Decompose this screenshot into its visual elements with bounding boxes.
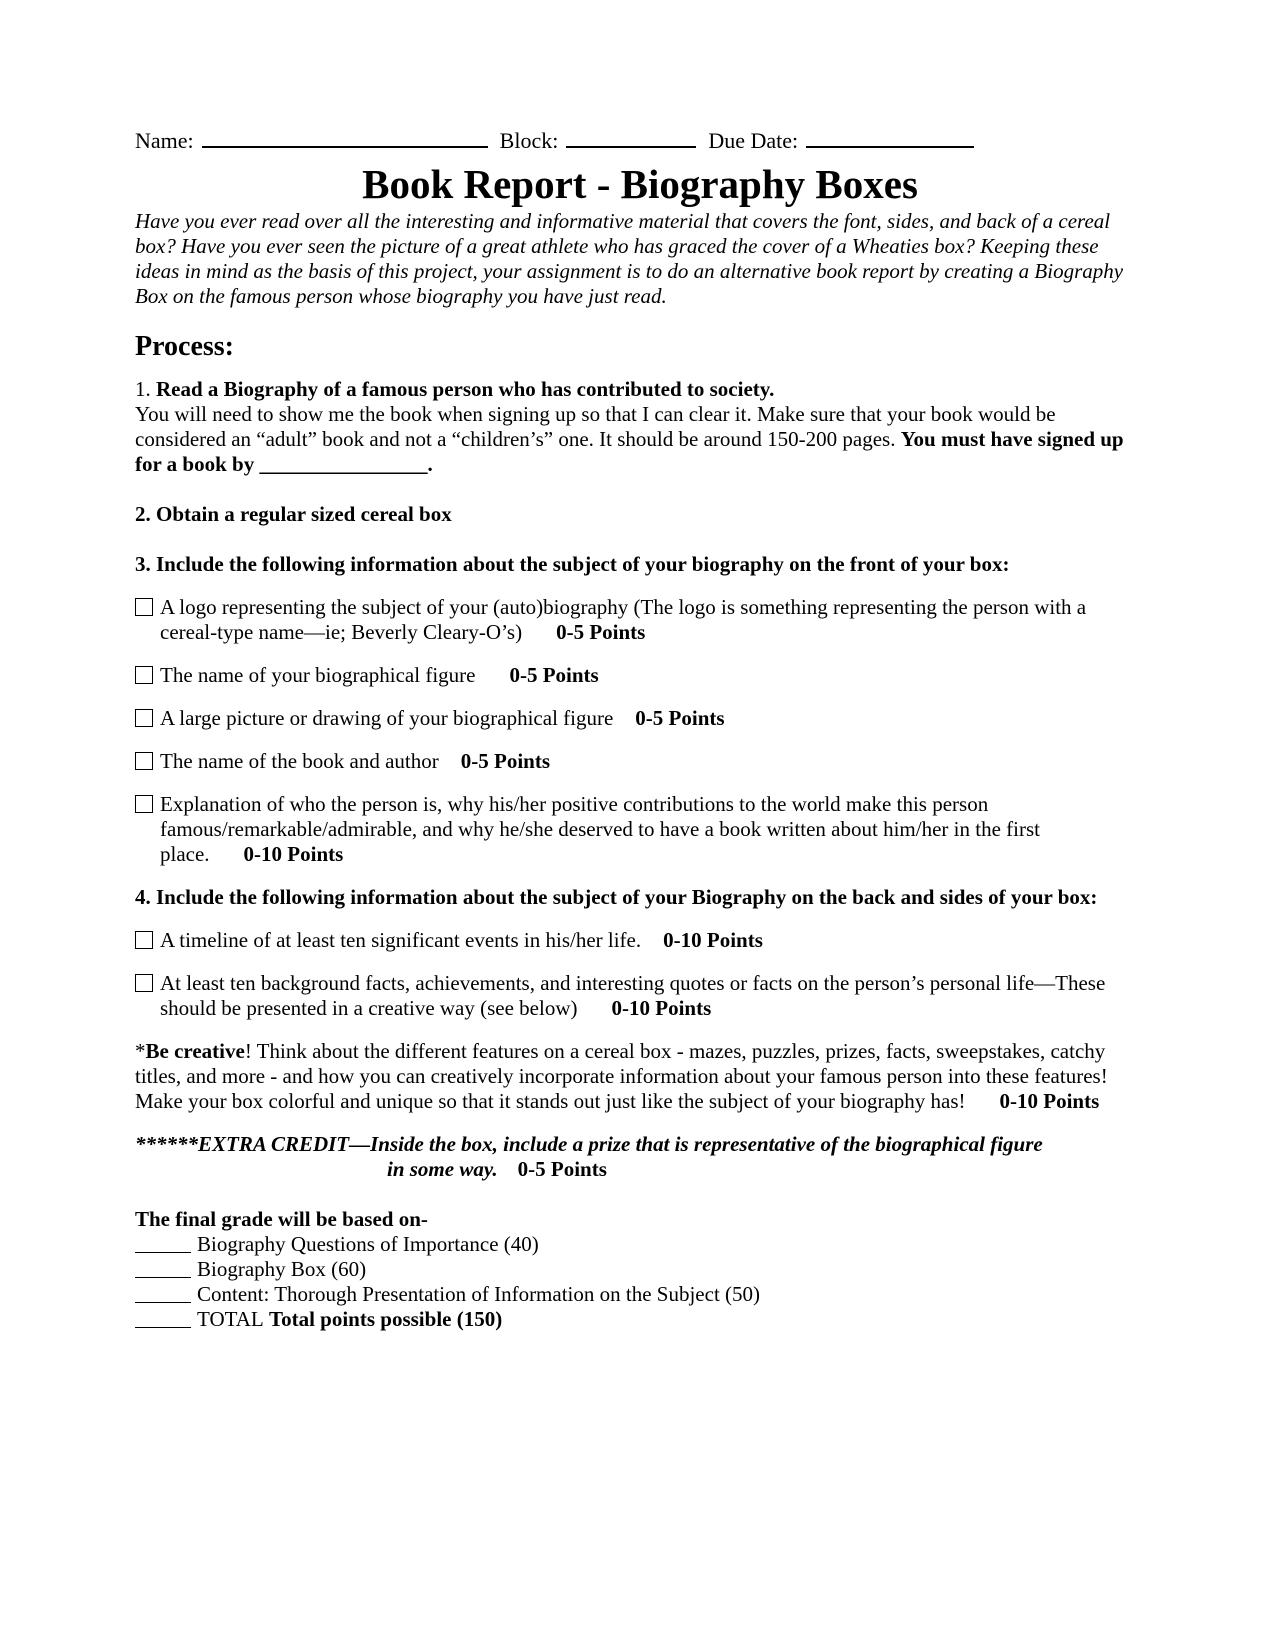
- grade-blank[interactable]: [135, 1257, 191, 1278]
- total-label: TOTAL: [197, 1307, 264, 1331]
- step-2: 2. Obtain a regular sized cereal box: [135, 502, 452, 526]
- creative-paragraph: [135, 1039, 1145, 1114]
- grading-row: [135, 1282, 1145, 1307]
- block-label: Block:: [499, 128, 559, 153]
- points-label: 0-10 Points: [663, 928, 763, 952]
- checkbox[interactable]: [135, 931, 153, 949]
- step-3: 3. Include the following information about the subject of your biography on the front of your box:: [135, 552, 1010, 576]
- checkbox[interactable]: [135, 709, 153, 727]
- extra-credit-line2: in some way.: [387, 1157, 498, 1181]
- back-checklist: [135, 928, 1145, 1021]
- intro-paragraph: Have you ever read over all the interesting and informative material that covers the font, sides, and back of a cereal box? Have you ever seen the picture of a great athlete who has graced the cover of a Wheaties box? Keeping these ideas in mind as the basis of this project, your assignment is to do an alternative book report by creating a Biography Box on the famous person whose biography you have just read.: [135, 209, 1124, 308]
- grade-blank[interactable]: [135, 1307, 191, 1328]
- checklist-item-text: Explanation of who the person is, why his/her positive contributions to the world make this person famous/remarkable/admirable, and why he/she deserved to have a book written about him/her in the first place.: [160, 792, 1040, 866]
- grading-row-text: Biography Box (60): [197, 1257, 367, 1281]
- grading-row: [135, 1232, 1145, 1257]
- grading-row: [135, 1257, 1145, 1282]
- checklist-item-text: The name of your biographical figure: [160, 663, 476, 687]
- step-1-heading: Read a Biography of a famous person who has contributed to society.: [156, 377, 775, 401]
- checklist-item-text: At least ten background facts, achievements, and interesting quotes or facts on the person’s personal life—These should be presented in a creative way (see below): [160, 971, 1106, 1020]
- checklist-item: [135, 792, 1145, 867]
- name-label: Name:: [135, 128, 194, 153]
- checklist-item: [135, 971, 1145, 1021]
- checklist-item-text: A timeline of at least ten significant events in his/her life.: [160, 928, 642, 952]
- grade-blank[interactable]: [135, 1282, 191, 1303]
- checkbox[interactable]: [135, 795, 153, 813]
- due-date-label: Due Date:: [708, 128, 799, 153]
- grading-row-text: Content: Thorough Presentation of Information on the Subject (50): [197, 1282, 761, 1306]
- checkbox[interactable]: [135, 974, 153, 992]
- checklist-item-text: A logo representing the subject of your (auto)biography (The logo is something representing the person with a cereal-type name—ie; Beverly Cleary-O’s): [160, 595, 1087, 644]
- step-4: 4. Include the following information about the subject of your Biography on the back and sides of your box:: [135, 885, 1098, 909]
- checklist-item: [135, 928, 1145, 953]
- checklist-item: [135, 663, 1145, 688]
- grading-total-row: [135, 1307, 1145, 1332]
- points-label: 0-10 Points: [999, 1089, 1100, 1113]
- total-points: Total points possible (150): [269, 1307, 503, 1331]
- grading-heading: The final grade will be based on-: [135, 1207, 428, 1231]
- points-label: 0-5 Points: [460, 749, 550, 773]
- worksheet-page: [135, 128, 1145, 1332]
- page-title: Book Report - Biography Boxes: [362, 161, 918, 207]
- points-label: 0-5 Points: [509, 663, 599, 687]
- grading-section: [135, 1207, 1145, 1332]
- due-date-field[interactable]: [806, 128, 974, 148]
- step-1: [135, 377, 1145, 477]
- grading-row-text: Biography Questions of Importance (40): [197, 1232, 539, 1256]
- grade-blank[interactable]: [135, 1232, 191, 1253]
- checklist-item: [135, 595, 1145, 645]
- extra-credit-line1: ******EXTRA CREDIT—Inside the box, include a prize that is representative of the biographical figure: [135, 1132, 1043, 1156]
- points-label: 0-10 Points: [611, 996, 712, 1020]
- checklist-item: [135, 706, 1145, 731]
- points-label: 0-10 Points: [243, 842, 344, 866]
- creative-lead: *: [135, 1039, 146, 1063]
- checklist-item: [135, 749, 1145, 774]
- creative-body: ! Think about the different features on a cereal box - mazes, puzzles, prizes, facts, sweepstakes, catchy titles, and more - and how you can creatively incorporate information about your famous person into these features! Make your box colorful and unique so that it stands out just like the subject of your biography has!: [135, 1039, 1108, 1113]
- step-1-number: 1.: [135, 377, 151, 401]
- process-heading: Process:: [135, 331, 234, 362]
- checklist-item-text: A large picture or drawing of your biographical figure: [160, 706, 614, 730]
- step-1-body: You will need to show me the book when signing up so that I can clear it. Make sure that your book would be considered an “adult” book and not a “children’s” one. It should be around 150-200 pages.: [135, 402, 1056, 451]
- header-fields: [135, 128, 1145, 153]
- checklist-item-text: The name of the book and author: [160, 749, 439, 773]
- name-field[interactable]: [202, 128, 488, 148]
- creative-bold: Be creative: [145, 1039, 245, 1063]
- checkbox[interactable]: [135, 752, 153, 770]
- points-label: 0-5 Points: [635, 706, 725, 730]
- checkbox[interactable]: [135, 666, 153, 684]
- block-field[interactable]: [566, 128, 696, 148]
- checkbox[interactable]: [135, 598, 153, 616]
- step-1-deadline: You must have signed up for a book by ________________.: [135, 427, 1124, 476]
- front-checklist: [135, 595, 1145, 867]
- points-label: 0-5 Points: [517, 1157, 607, 1181]
- extra-credit: [135, 1132, 1145, 1182]
- points-label: 0-5 Points: [556, 620, 646, 644]
